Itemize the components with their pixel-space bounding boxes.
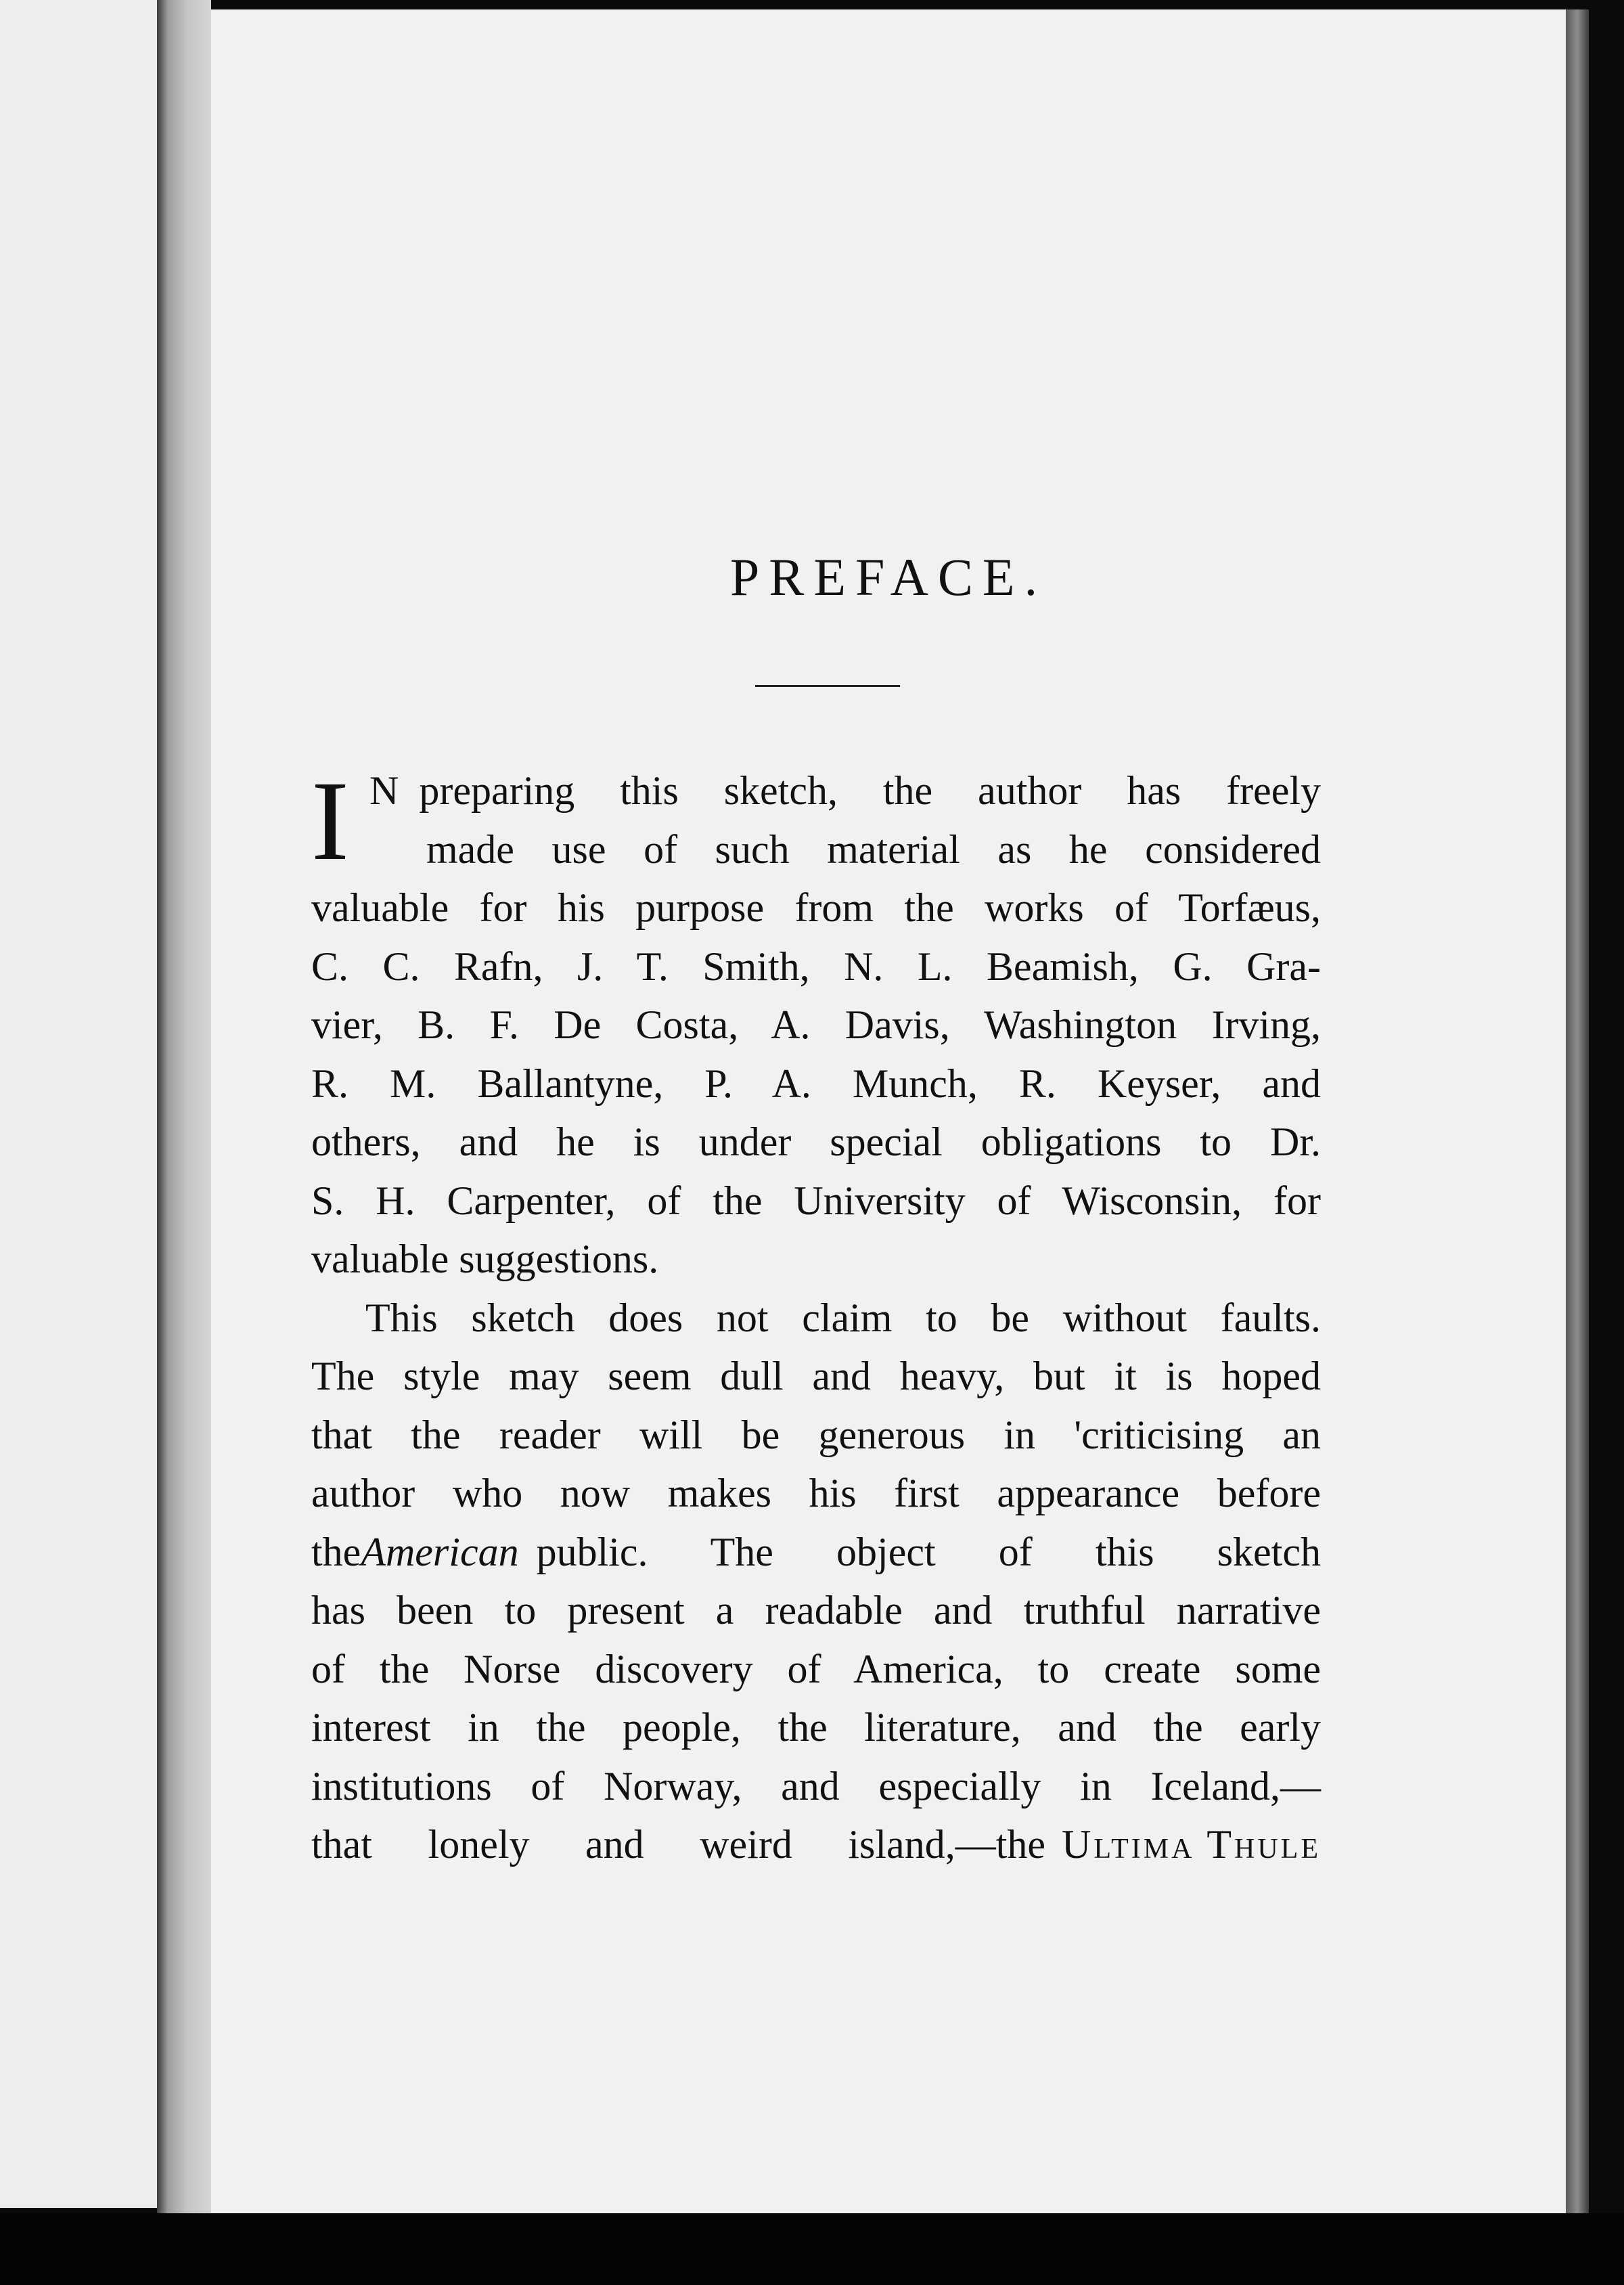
text-segment: that lonely and weird island,—the <box>311 1822 1045 1867</box>
text-line <box>311 1757 1321 1816</box>
text-line <box>311 1172 1321 1230</box>
text-line-content: institutions of Norway, and especially in Iceland,— <box>311 1763 1321 1809</box>
text-line <box>311 761 1321 820</box>
text-line-content: C. C. Rafn, J. T. Smith, N. L. Beamish, G. Gra- <box>311 944 1321 989</box>
text-line-content: interest in the people, the literature, and the early <box>311 1705 1321 1750</box>
text-line <box>311 937 1321 996</box>
page-edge <box>1566 9 1589 2213</box>
text-line <box>311 1230 1321 1289</box>
scan-border <box>0 2213 1624 2285</box>
facing-page-edge <box>0 0 157 2208</box>
text-segment: public. The object of this sketch <box>536 1529 1321 1574</box>
text-line <box>311 1464 1321 1523</box>
text-segment: the <box>311 1529 361 1574</box>
book-gutter <box>157 0 211 2213</box>
text-line <box>311 1289 1321 1348</box>
text-line-content: made use of such material as he considered <box>426 826 1321 872</box>
text-line <box>311 1698 1321 1757</box>
preface-text <box>311 758 1321 1874</box>
text-line-content: has been to present a readable and truthful narrative <box>311 1588 1321 1633</box>
paragraph-2 <box>311 1289 1321 1874</box>
paragraph-1 <box>311 758 1321 1289</box>
text-line <box>311 1055 1321 1113</box>
text-line-content: S. H. Carpenter, of the University of Wisconsin, for <box>311 1178 1321 1223</box>
italic-text: American <box>361 1529 519 1574</box>
text-line-content: R. M. Ballantyne, P. A. Munch, R. Keyser, and <box>311 1061 1321 1106</box>
text-line <box>311 1113 1321 1172</box>
text-line-content: preparing this sketch, the author has freely <box>419 768 1321 813</box>
drop-cap-rest: N <box>369 768 399 813</box>
text-line <box>311 1640 1321 1699</box>
text-line-content: This sketch does not claim to be without faults. <box>365 1295 1321 1340</box>
text-line <box>311 1406 1321 1465</box>
text-line-content: valuable for his purpose from the works of Torfæus, <box>311 885 1321 930</box>
text-line-content: author who now makes his first appearance before <box>311 1471 1321 1515</box>
text-line <box>311 1523 1321 1582</box>
text-line-content: vier, B. F. De Costa, A. Davis, Washington Irving, <box>311 1002 1321 1047</box>
text-line-content: that the reader will be generous in 'criticising an <box>311 1412 1321 1457</box>
text-line <box>311 1581 1321 1640</box>
text-line <box>311 879 1321 937</box>
smallcaps-text: Ultima Thule <box>1062 1822 1321 1867</box>
drop-cap: I <box>311 758 349 884</box>
text-line <box>311 1815 1321 1874</box>
text-line-content: valuable suggestions. <box>311 1237 659 1281</box>
page-title: PREFACE. <box>729 548 1047 606</box>
text-line-content: others, and he is under special obligations to Dr. <box>311 1119 1321 1164</box>
text-line <box>311 1347 1321 1406</box>
text-line-content: of the Norse discovery of America, to create some <box>311 1646 1321 1691</box>
text-line-content: The style may seem dull and heavy, but it is hoped <box>311 1354 1321 1398</box>
text-line <box>311 820 1321 879</box>
title-rule <box>755 685 900 687</box>
text-line <box>311 996 1321 1055</box>
